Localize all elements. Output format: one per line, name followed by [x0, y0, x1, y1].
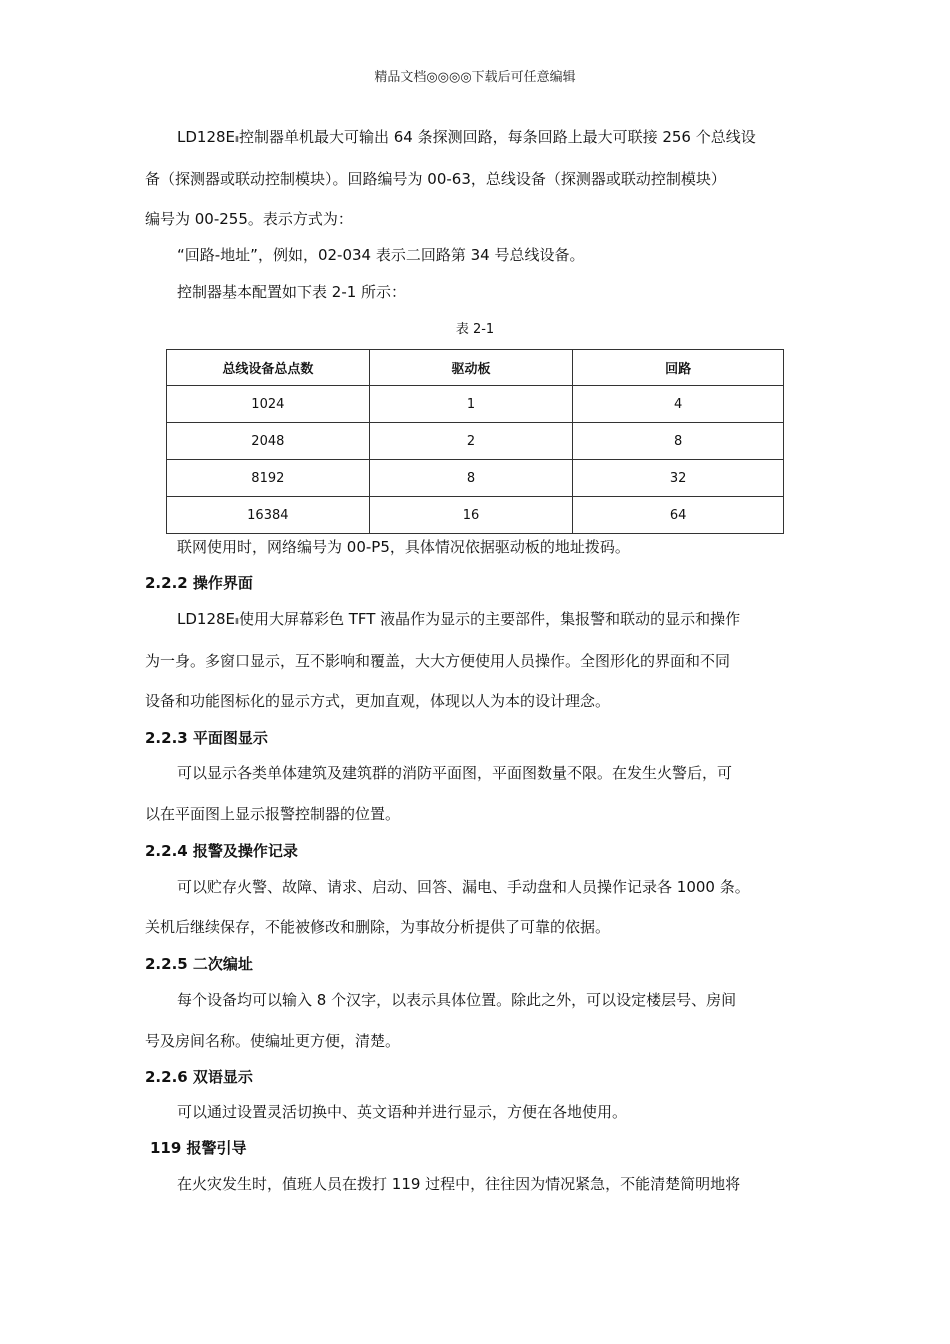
table-row [167, 386, 784, 423]
section-heading-2-2-5: 2.2.5 二次编址 [145, 955, 253, 973]
table-row [167, 497, 784, 534]
model-subscript: Ⅱ [235, 617, 239, 626]
intro-line-4: “回路-地址”，例如，02-034 表示二回路第 34 号总线设备。 [177, 246, 585, 264]
s224-line-2: 关机后继续保存，不能被修改和删除，为事故分析提供了可靠的依据。 [145, 918, 611, 936]
table-cell: 4 [573, 386, 784, 423]
model-subscript: Ⅱ [235, 135, 239, 144]
s222-line-1: LD128EⅡ使用大屏幕彩色 TFT 液晶作为显示的主要部件，集报警和联动的显示和操作 [177, 610, 741, 628]
intro-line-1: LD128EⅡ控制器单机最大可输出 64 条探测回路，每条回路上最大可联接 256 个总线设 [177, 128, 756, 146]
s223-line-1: 可以显示各类单体建筑及建筑群的消防平面图，平面图数量不限。在发生火警后，可 [177, 764, 733, 782]
network-note: 联网使用时，网络编号为 00-P5，具体情况依据驱动板的地址拨码。 [177, 538, 630, 556]
intro-line-2: 备（探测器或联动控制模块）。回路编号为 00-63，总线设备（探测器或联动控制模块） [145, 170, 726, 188]
table-cell: 8 [369, 460, 573, 497]
section-heading-2-2-6: 2.2.6 双语显示 [145, 1068, 253, 1086]
header-loop: 回路 [573, 350, 784, 386]
table-row [167, 423, 784, 460]
section-heading-119: 119 报警引导 [150, 1139, 247, 1157]
section-heading-2-2-2: 2.2.2 操作界面 [145, 574, 253, 592]
header-total-points: 总线设备总点数 [167, 350, 370, 386]
s119-line-1: 在火灾发生时，值班人员在拨打 119 过程中，往往因为情况紧急，不能清楚简明地将 [177, 1175, 741, 1193]
table-cell: 16384 [167, 497, 370, 534]
page-header: 精品文档◎◎◎◎下载后可任意编辑 [374, 70, 576, 85]
table-cell: 32 [573, 460, 784, 497]
s224-line-1: 可以贮存火警、故障、请求、启动、回答、漏电、手动盘和人员操作记录各 1000 条。 [177, 878, 750, 896]
intro-line-5: 控制器基本配置如下表 2-1 所示： [177, 283, 407, 301]
table-header-row [167, 350, 784, 386]
intro-line-3: 编号为 00-255。表示方式为： [145, 210, 353, 228]
table-cell: 2048 [167, 423, 370, 460]
table-cell: 8192 [167, 460, 370, 497]
config-table [166, 349, 784, 534]
s223-line-2: 以在平面图上显示报警控制器的位置。 [145, 805, 401, 823]
header-driver-board: 驱动板 [369, 350, 573, 386]
table-cell: 2 [369, 423, 573, 460]
section-heading-2-2-3: 2.2.3 平面图显示 [145, 729, 268, 747]
s225-line-1: 每个设备均可以输入 8 个汉字，以表示具体位置。除此之外，可以设定楼层号、房间 [177, 991, 737, 1009]
section-heading-2-2-4: 2.2.4 报警及操作记录 [145, 842, 298, 860]
s225-line-2: 号及房间名称。使编址更方便，清楚。 [145, 1032, 401, 1050]
s222-line-3: 设备和功能图标化的显示方式，更加直观，体现以人为本的设计理念。 [145, 692, 611, 710]
table-row [167, 460, 784, 497]
s226-line-1: 可以通过设置灵活切换中、英文语种并进行显示，方便在各地使用。 [177, 1103, 628, 1121]
table-cell: 64 [573, 497, 784, 534]
table-cell: 1 [369, 386, 573, 423]
table-cell: 16 [369, 497, 573, 534]
s222-line-2: 为一身。多窗口显示，互不影响和覆盖，大大方便使用人员操作。全图形化的界面和不同 [145, 652, 731, 670]
table-cell: 8 [573, 423, 784, 460]
table-cell: 1024 [167, 386, 370, 423]
table-caption: 表 2-1 [455, 322, 495, 337]
